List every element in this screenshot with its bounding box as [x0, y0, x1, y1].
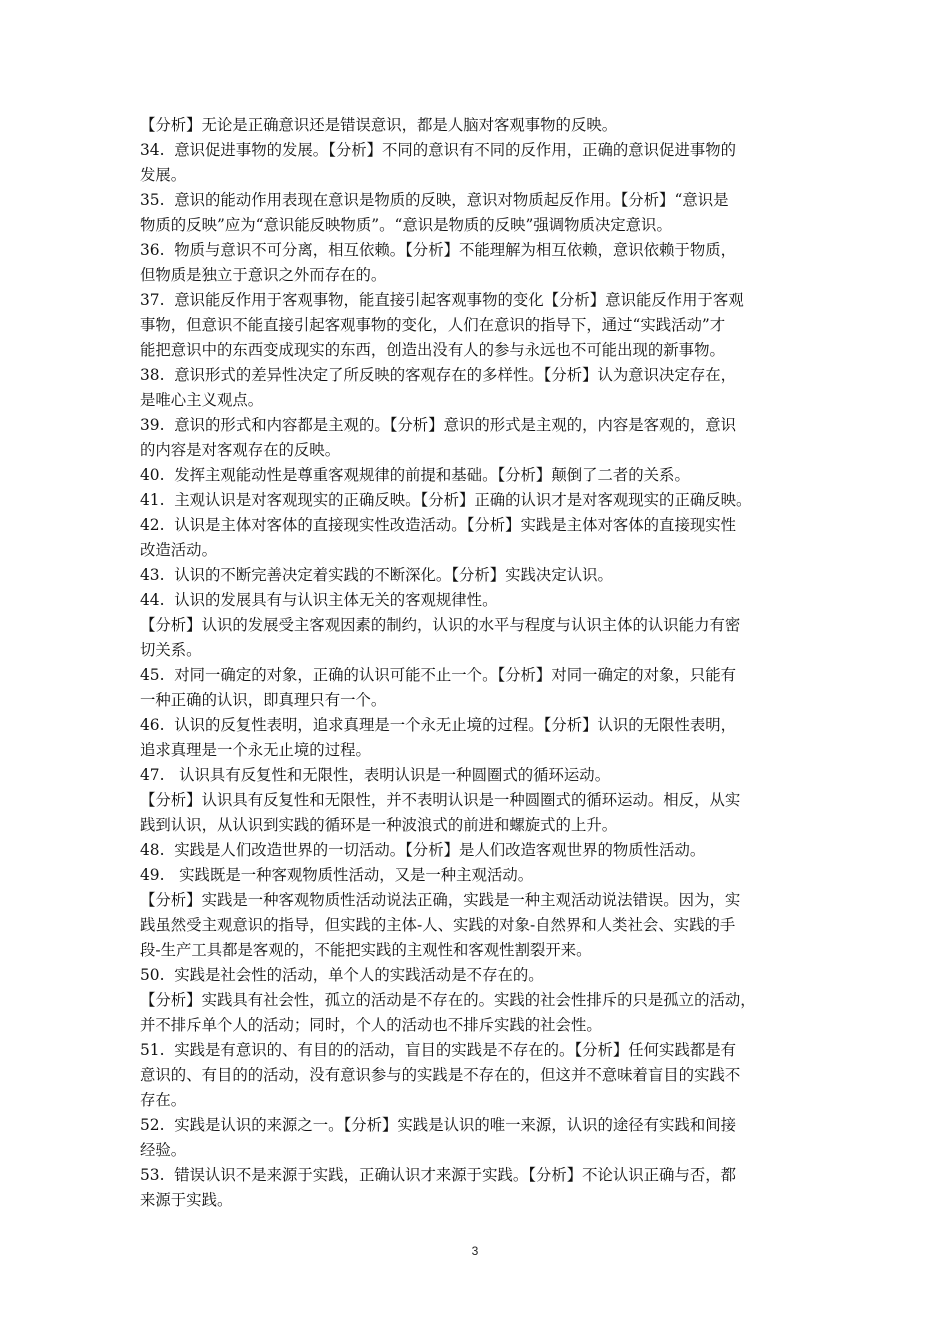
text-line: 一种正确的认识，即真理只有一个。	[140, 691, 387, 709]
text-line: 但物质是独立于意识之外而存在的。	[140, 266, 387, 284]
paragraph	[140, 838, 820, 863]
text-line: 【分析】无论是正确意识还是错误意识，都是人脑对客观事物的反映。	[140, 116, 618, 134]
text-line: 48. 实践是人们改造世界的一切活动。【分析】是人们改造客观世界的物质性活动。	[140, 841, 706, 859]
paragraph	[140, 788, 820, 838]
text-line: 切关系。	[140, 641, 202, 659]
text-line: 43. 认识的不断完善决定着实践的不断深化。【分析】实践决定认识。	[140, 566, 613, 584]
paragraph	[140, 363, 820, 413]
paragraph	[140, 663, 820, 713]
text-line: 35. 意识的能动作用表现在意识是物质的反映，意识对物质起反作用。【分析】“意识是	[140, 191, 729, 209]
text-line: 存在。	[140, 1091, 187, 1109]
paragraph	[140, 288, 820, 363]
paragraph	[140, 863, 820, 888]
paragraph	[140, 188, 820, 238]
text-line: 【分析】实践是一种客观物质性活动说法正确，实践是一种主观活动说法错误。因为，实	[140, 891, 741, 909]
paragraph	[140, 1163, 820, 1213]
text-line: 的内容是对客观存在的反映。	[140, 441, 341, 459]
text-line: 34. 意识促进事物的发展。【分析】不同的意识有不同的反作用，正确的意识促进事物的	[140, 141, 737, 159]
text-line: 发展。	[140, 166, 187, 184]
text-line: 是唯心主义观点。	[140, 391, 264, 409]
text-line: 并不排斥单个人的活动；同时，个人的活动也不排斥实践的社会性。	[140, 1016, 602, 1034]
text-line: 38. 意识形式的差异性决定了所反映的客观存在的多样性。【分析】认为意识决定存在，	[140, 366, 737, 384]
text-line: 50. 实践是社会性的活动，单个人的实践活动是不存在的。	[140, 966, 544, 984]
paragraph	[140, 113, 820, 138]
paragraph	[140, 238, 820, 288]
paragraph	[140, 1038, 820, 1113]
paragraph	[140, 763, 820, 788]
text-line: 46. 认识的反复性表明，追求真理是一个永无止境的过程。【分析】认识的无限性表明，	[140, 716, 737, 734]
text-line: 经验。	[140, 1141, 187, 1159]
text-line: 51. 实践是有意识的、有目的的活动，盲目的实践是不存在的。【分析】任何实践都是有	[140, 1041, 737, 1059]
text-line: 40. 发挥主观能动性是尊重客观规律的前提和基础。【分析】颠倒了二者的关系。	[140, 466, 690, 484]
text-line: 【分析】认识具有反复性和无限性，并不表明认识是一种圆圈式的循环运动。相反，从实	[140, 791, 741, 809]
text-line: 践虽然受主观意识的指导，但实践的主体-人、实践的对象-自然界和人类社会、实践的手	[140, 916, 736, 934]
paragraph	[140, 888, 820, 963]
text-line: 段-生产工具都是客观的，不能把实践的主观性和客观性割裂开来。	[140, 941, 592, 959]
text-line: 【分析】实践具有社会性，孤立的活动是不存在的。实践的社会性排斥的只是孤立的活动，	[140, 991, 756, 1009]
paragraph	[140, 488, 820, 513]
page-number: 3	[471, 1244, 479, 1258]
paragraph	[140, 613, 820, 663]
text-line: 49. 实践既是一种客观物质性活动，又是一种主观活动。	[140, 866, 534, 884]
text-line: 44. 认识的发展具有与认识主体无关的客观规律性。	[140, 591, 498, 609]
text-line: 52. 实践是认识的来源之一。【分析】实践是认识的唯一来源，认识的途径有实践和间接	[140, 1116, 737, 1134]
paragraph	[140, 463, 820, 488]
text-line: 41. 主观认识是对客观现实的正确反映。【分析】正确的认识才是对客观现实的正确反映。	[140, 491, 752, 509]
text-line: 能把意识中的东西变成现实的东西，创造出没有人的参与永远也不可能出现的新事物。	[140, 341, 725, 359]
text-line: 事物，但意识不能直接引起客观事物的变化，人们在意识的指导下，通过“实践活动”才	[140, 316, 726, 334]
paragraph	[140, 588, 820, 613]
text-line: 物质的反映”应为“意识能反映物质”。“意识是物质的反映”强调物质决定意识。	[140, 216, 672, 234]
paragraph	[140, 563, 820, 588]
paragraph	[140, 413, 820, 463]
text-line: 【分析】认识的发展受主客观因素的制约，认识的水平与程度与认识主体的认识能力有密	[140, 616, 741, 634]
text-line: 37. 意识能反作用于客观事物，能直接引起客观事物的变化【分析】意识能反作用于客观	[140, 291, 744, 309]
text-line: 追求真理是一个永无止境的过程。	[140, 741, 371, 759]
text-line: 36. 物质与意识不可分离，相互依赖。【分析】不能理解为相互依赖，意识依赖于物质，	[140, 241, 737, 259]
paragraph	[140, 1113, 820, 1163]
document-body	[140, 113, 820, 1213]
text-line: 改造活动。	[140, 541, 217, 559]
paragraph	[140, 713, 820, 763]
paragraph	[140, 988, 820, 1038]
text-line: 来源于实践。	[140, 1191, 233, 1209]
text-line: 45. 对同一确定的对象，正确的认识可能不止一个。【分析】对同一确定的对象，只能有	[140, 666, 737, 684]
paragraph	[140, 963, 820, 988]
text-line: 践到认识，从认识到实践的循环是一种波浪式的前进和螺旋式的上升。	[140, 816, 618, 834]
paragraph	[140, 138, 820, 188]
text-line: 39. 意识的形式和内容都是主观的。【分析】意识的形式是主观的，内容是客观的，意识	[140, 416, 737, 434]
text-line: 42. 认识是主体对客体的直接现实性改造活动。【分析】实践是主体对客体的直接现实性	[140, 516, 737, 534]
paragraph	[140, 513, 820, 563]
text-line: 意识的、有目的的活动，没有意识参与的实践是不存在的，但这并不意味着盲目的实践不	[140, 1066, 741, 1084]
text-line: 47. 认识具有反复性和无限性，表明认识是一种圆圈式的循环运动。	[140, 766, 611, 784]
text-line: 53. 错误认识不是来源于实践，正确认识才来源于实践。【分析】不论认识正确与否，都	[140, 1166, 737, 1184]
